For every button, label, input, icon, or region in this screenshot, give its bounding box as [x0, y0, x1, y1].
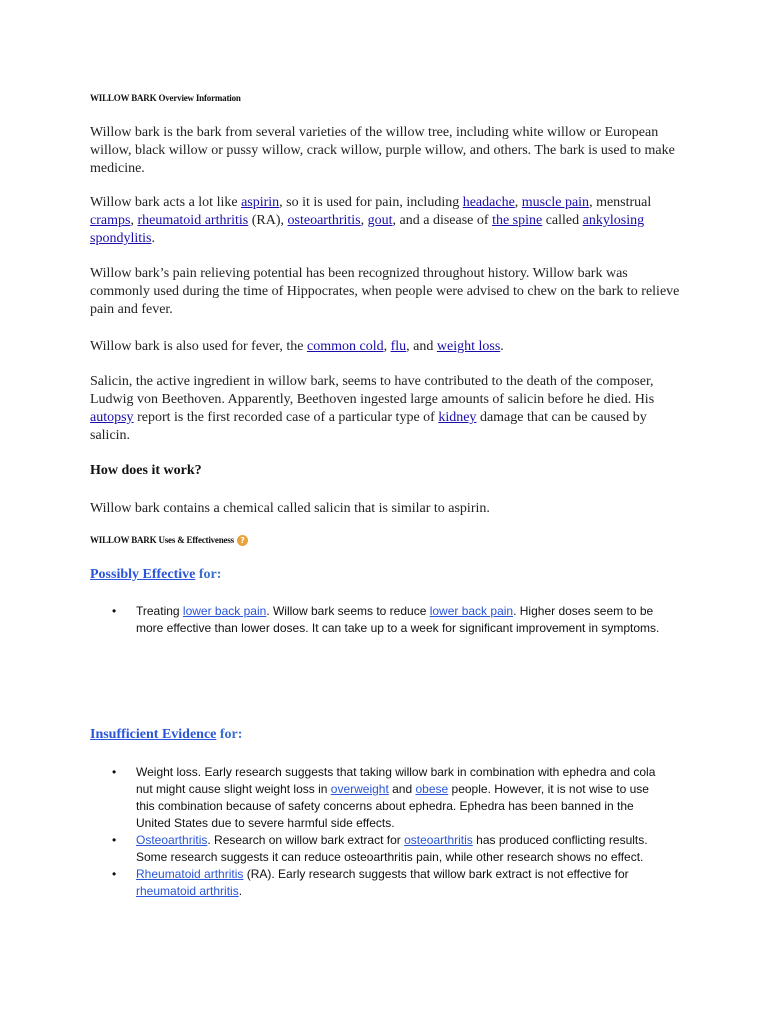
- link-weight-loss[interactable]: weight loss: [436, 339, 501, 354]
- paragraph-other-uses: [90, 338, 690, 356]
- text: , so it is used for pain, including: [279, 195, 463, 210]
- text: , and a disease of: [392, 213, 493, 228]
- how-text: Willow bark contains a chemical called salicin that is similar to aspirin.: [90, 501, 490, 516]
- text: report is the first recorded case of a particular type of: [133, 410, 439, 425]
- text: Treating: [136, 604, 183, 618]
- link-osteoarthritis[interactable]: osteoarthritis: [287, 213, 361, 228]
- uses-heading: [90, 535, 248, 546]
- link-osteoarthritis[interactable]: Osteoarthritis: [136, 833, 208, 847]
- link-kidney[interactable]: kidney: [438, 410, 477, 425]
- bullet: •: [112, 604, 117, 618]
- link-headache[interactable]: headache: [462, 195, 515, 210]
- link-autopsy[interactable]: autopsy: [90, 410, 134, 425]
- link-common-cold[interactable]: common cold: [306, 339, 384, 354]
- insufficient-evidence-heading: [90, 727, 242, 743]
- link-lower-back-pain[interactable]: lower back pain: [182, 604, 267, 618]
- link-rheumatoid-arthritis[interactable]: Rheumatoid arthritis: [136, 867, 244, 881]
- link-ankylosing-spondylitis[interactable]: ankylosing spondylitis: [90, 213, 645, 246]
- list-item: [108, 866, 668, 900]
- insufficient-evidence-list: [108, 764, 668, 900]
- info-icon[interactable]: ?: [237, 535, 248, 546]
- text: called: [542, 213, 583, 228]
- paragraph-history: Willow bark’s pain relieving potential has been recognized throughout history. Willow bark was commonly used during the time of Hippocrates, when people were advised to chew on the bark to relieve pain and fever.: [90, 266, 680, 317]
- text: ,: [383, 339, 391, 354]
- text: .: [151, 231, 155, 246]
- bullet: •: [112, 765, 117, 779]
- text: (RA),: [248, 213, 288, 228]
- text: . Research on willow bark extract for: [207, 833, 405, 847]
- link-obese[interactable]: obese: [415, 782, 449, 796]
- paragraph-uses: [90, 194, 690, 248]
- text: ,: [360, 213, 368, 228]
- text: Weight loss. Early research suggests that taking willow bark in combination with ephedra and cola nut might cause slight weight loss in: [136, 765, 656, 796]
- paragraph-beethoven: [90, 373, 690, 445]
- overview-heading: WILLOW BARK Overview Information: [90, 93, 241, 103]
- list-item: [108, 832, 668, 866]
- how-heading: How does it work?: [90, 463, 202, 478]
- link-aspirin[interactable]: aspirin: [241, 195, 280, 210]
- link-rheumatoid-arthritis[interactable]: rheumatoid arthritis: [136, 884, 239, 898]
- link-possibly-effective[interactable]: Possibly Effective: [90, 567, 196, 582]
- text: (RA). Early research suggests that willow bark extract is not effective for: [243, 867, 629, 881]
- possibly-effective-list: [108, 603, 668, 637]
- text: and: [388, 782, 416, 796]
- heading-suffix: for:: [195, 567, 222, 582]
- text: . Willow bark seems to reduce: [266, 604, 430, 618]
- text: has produced conflicting results. Some research suggests it can reduce osteoarthritis pain, while other research shows no effect.: [136, 833, 648, 864]
- bullet: •: [112, 867, 117, 881]
- text: , and: [406, 339, 437, 354]
- paragraph-intro: Willow bark is the bark from several varieties of the willow tree, including white willow or European willow, black willow or pussy willow, crack willow, purple willow, and others. The bark is used to make medicine.: [90, 125, 675, 176]
- text: , menstrual: [589, 195, 652, 210]
- text: ,: [514, 195, 522, 210]
- link-cramps[interactable]: cramps: [90, 213, 131, 228]
- text: ,: [130, 213, 138, 228]
- text: people. However, it is not wise to use this combination because of safety concerns about ephedra. Ephedra has been banned in the United States due to severe harmful side effects.: [136, 782, 649, 830]
- link-overweight[interactable]: overweight: [330, 782, 389, 796]
- link-flu[interactable]: flu: [390, 339, 407, 354]
- bullet: •: [112, 833, 117, 847]
- text: .: [238, 884, 243, 898]
- link-insufficient-evidence[interactable]: Insufficient Evidence: [90, 727, 217, 742]
- link-osteoarthritis[interactable]: osteoarthritis: [404, 833, 473, 847]
- text: . Higher doses seem to be more effective than lower doses. It can take up to a week for significant improvement in symptoms.: [136, 604, 660, 635]
- text: Willow bark is also used for fever, the: [90, 339, 307, 354]
- link-muscle-pain[interactable]: muscle pain: [521, 195, 590, 210]
- link-the-spine[interactable]: the spine: [492, 213, 543, 228]
- list-item: [108, 764, 668, 832]
- uses-heading-text: WILLOW BARK Uses & Effectiveness: [90, 535, 234, 545]
- link-lower-back-pain[interactable]: lower back pain: [429, 604, 514, 618]
- text: Willow bark acts a lot like: [90, 195, 242, 210]
- text: damage that can be caused by salicin.: [90, 410, 647, 443]
- heading-suffix: for:: [216, 727, 243, 742]
- text: Salicin, the active ingredient in willow bark, seems to have contributed to the death of the composer, Ludwig von Beethoven. Apparently, Beethoven ingested large amounts of salicin before he died. His: [90, 374, 655, 407]
- possibly-effective-heading: [90, 567, 221, 583]
- text: .: [500, 339, 504, 354]
- link-rheumatoid-arthritis[interactable]: rheumatoid arthritis: [137, 213, 249, 228]
- list-item: [108, 603, 668, 637]
- link-gout[interactable]: gout: [367, 213, 393, 228]
